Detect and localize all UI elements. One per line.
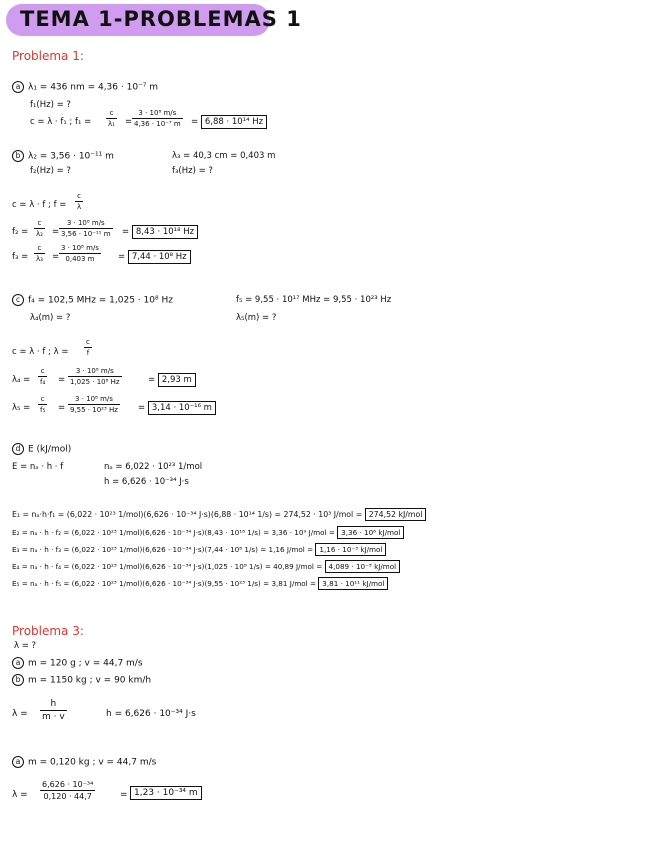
title-banner — [6, 4, 302, 36]
p1b-f2-result: = 8,43 · 10¹⁸ Hz — [122, 228, 198, 237]
p1b-f3-label: f₃ = — [12, 252, 29, 262]
p1b-formula: c = λ · f ; f = — [12, 200, 67, 210]
p1a-line3: c = λ · f₁ ; f₁ = — [30, 117, 92, 127]
p1c-line1-right: f₅ = 9,55 · 10¹⁷ MHz = 9,55 · 10²³ Hz — [236, 295, 392, 305]
p1d-e3: E₃ = nₐ · h · f₃ = (6,022 · 10²³ 1/mol)(6,626 · 10⁻³⁴ J·s)(7,44 · 10⁸ 1/s) = 1,16 J/mol = 1,16 · 10⁻³ kJ/mol — [12, 546, 386, 553]
p1b-f3-frac2: $\frac{\text{3 · 10⁸ m/s}}{0,403 m}$ — [61, 244, 99, 263]
p3-calc-eq: = — [120, 790, 128, 800]
p3-b: b m = 1150 kg ; v = 90 km/h — [12, 674, 151, 686]
p3-a2: a m = 0,120 kg ; v = 44,7 m/s — [12, 756, 156, 768]
p1d-e1: E₁ = nₐ·h·f₁ = (6,022 · 10²³ 1/mol)(6,626 · 10⁻³⁴ J·s)(6,88 · 10¹⁴ 1/s) = 274,52 · 10³ J/mol = 274,52 kJ/mol — [12, 511, 426, 519]
p1c-line1: c f₄ = 102,5 MHz = 1,025 · 10⁸ Hz — [12, 294, 173, 306]
p3-calc-result: 1,23 · 10⁻³⁴ m — [130, 789, 202, 798]
p1d-h: h = 6,626 · 10⁻³⁴ J·s — [104, 477, 189, 487]
p1b-f2-frac1: $\frac{c}{\text{λ₂}}$ — [36, 219, 43, 238]
p1c-formula-frac: $\frac{c}{f}$ — [86, 338, 90, 357]
p1c-l5-label: λ₅ = — [12, 403, 31, 413]
p1d-e2: E₂ = nₐ · h · f₂ = (6,022 · 10²³ 1/mol)(6,626 · 10⁻³⁴ J·s)(8,43 · 10¹⁸ 1/s) = 3,36 · 10⁹ J/mol = 3,36 · 10⁶ kJ/mol — [12, 529, 404, 536]
p1d-line2: E = nₐ · h · f — [12, 462, 64, 472]
p3-h-value: h = 6,626 · 10⁻³⁴ J·s — [106, 709, 196, 719]
p1a-line2: f₁(Hz) = ? — [30, 100, 71, 110]
p1c-l4-result: = 2,93 m — [148, 376, 196, 385]
p1d-e4: E₄ = nₐ · h · f₄ = (6,022 · 10²³ 1/mol)(6,626 · 10⁻³⁴ J·s)(1,025 · 10⁸ 1/s) = 40,89 J/mol = 4,089 · 10⁻³ kJ/mol — [12, 563, 400, 570]
p1a-line1: a λ₁ = 436 nm = 4,36 · 10⁻⁷ m — [12, 81, 158, 93]
p3-a: a m = 120 g ; v = 44,7 m/s — [12, 657, 143, 669]
p1c-l4-frac1: $\frac{c}{\text{f₄}}$ — [40, 367, 46, 386]
p1c-l5-result: = 3,14 · 10⁻¹⁶ m — [138, 404, 216, 413]
p1c-l5-frac1: $\frac{c}{\text{f₅}}$ — [40, 395, 46, 414]
p1a-frac2: $\frac{\text{3 · 10⁸ m/s}}{\text{4,36 · 10⁻⁷ m}}$ — [134, 109, 181, 128]
p1b-formula-frac: $\frac{c}{\lambda}$ — [77, 192, 82, 211]
p1d-na: nₐ = 6,022 · 10²³ 1/mol — [104, 462, 203, 472]
p1d-e5: E₅ = nₐ · h · f₅ = (6,022 · 10²³ 1/mol)(6,626 · 10⁻³⁴ J·s)(9,55 · 10²³ 1/s) = 3,81 J/mol = 3,81 · 10¹¹ kJ/mol — [12, 580, 388, 587]
p1c-formula: c = λ · f ; λ = — [12, 347, 69, 357]
p1b-f2-frac2: $\frac{\text{3 · 10⁸ m/s}}{\text{3,56 · 10⁻¹¹ m}}$ — [61, 219, 111, 238]
p1a-frac1: $\frac{c}{\text{λ₁}}$ — [108, 109, 115, 128]
p1b-f2-label: f₂ = — [12, 227, 29, 237]
p1b-line1: b λ₂ = 3,56 · 10⁻¹¹ m — [12, 150, 114, 162]
p3-formula-label: λ = — [12, 709, 28, 719]
p1b-line2: f₂(Hz) = ? — [30, 166, 71, 176]
p1a-eq: = — [125, 117, 133, 127]
p3-formula-frac: $\frac{h}{m \cdot v}$ — [42, 699, 65, 722]
p1c-line2: λ₄(m) = ? — [30, 313, 71, 323]
problem1-heading: Problema 1: — [12, 49, 84, 63]
p1c-l4-label: λ₄ = — [12, 375, 31, 385]
p1c-l5-frac2: $\frac{\text{3 · 10⁸ m/s}}{\text{9,55 · 10²³ Hz}}$ — [70, 395, 118, 414]
p1b-f3-result: = 7,44 · 10⁸ Hz — [118, 253, 191, 262]
p1c-l4-frac2: $\frac{\text{3 · 10⁸ m/s}}{\text{1,025 · 10⁸ Hz}}$ — [70, 367, 120, 386]
p1a-circle-label: a — [12, 81, 24, 93]
problem3-heading: Problema 3: — [12, 624, 84, 638]
page-title: TEMA 1-PROBLEMAS 1 — [20, 7, 302, 31]
p1c-line2-right: λ₅(m) = ? — [236, 313, 277, 323]
p3-line1: λ = ? — [14, 641, 37, 651]
p3-calc-label: λ = — [12, 790, 28, 800]
p1a-result: = 6,88 · 10¹⁴ Hz — [191, 118, 267, 127]
p1b-line1-right: λ₃ = 40,3 cm = 0,403 m — [172, 151, 276, 161]
p1b-line2-right: f₃(Hz) = ? — [172, 166, 213, 176]
p1d-line1: d E (kJ/mol) — [12, 443, 71, 455]
p3-calc-frac: $\frac{\text{6,626 · 10⁻³⁴}}{0,120 \cdot 44,7}$ — [42, 780, 94, 801]
p1b-f3-frac1: $\frac{c}{\text{λ₃}}$ — [36, 244, 43, 263]
